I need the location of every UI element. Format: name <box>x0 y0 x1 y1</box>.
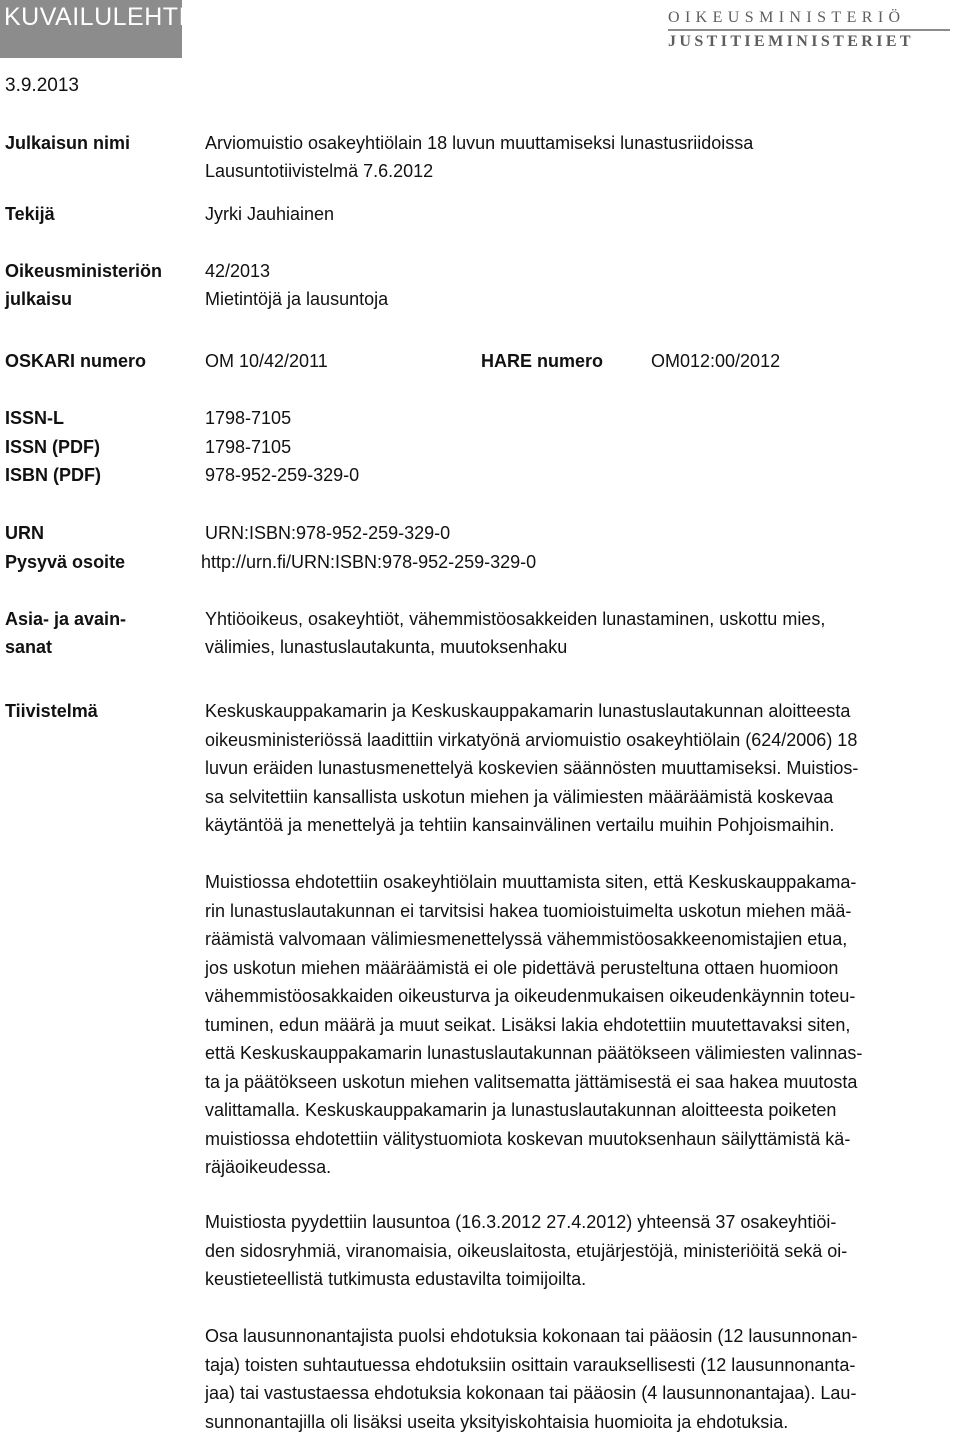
hare-number-label: HARE numero <box>481 351 604 371</box>
keywords-value-line1: Yhtiöoikeus, osakeyhtiöt, vähemmistöosakkeiden lunastaminen, uskottu mies, <box>205 609 826 629</box>
header-banner <box>0 0 186 58</box>
abstract-paragraph-1: Keskuskauppakamarin ja Keskuskauppakamarin lunastuslautakunnan aloitteesta oikeusministeriössä laadittiin virkatyönä arviomuistio osakeyhtiölain (624/2006) 18 luvun eräiden lunastusmenettelyä koskevien säännösten muuttamiseksi. Muistios- sa selvitettiin kansallista uskotun miehen ja välimiesten määräämistä koskevaa käytäntöä ja menettelyä ja tehtiin kansainvälinen vertailu muihin Pohjoismaihin. <box>205 701 859 835</box>
document-type-title: KUVAILULEHTI <box>4 3 186 31</box>
oskari-number-value: OM 10/42/2011 <box>205 351 328 371</box>
ministry-logo <box>668 8 950 52</box>
isbn-pdf-label: ISBN (PDF) <box>5 465 101 485</box>
document-date: 3.9.2013 <box>5 75 79 96</box>
series-label-line1: Oikeusministeriön <box>5 261 163 281</box>
permanent-address-label: Pysyvä osoite <box>5 552 126 572</box>
isbn-pdf-value: 978-952-259-329-0 <box>205 465 360 485</box>
urn-value: URN:ISBN:978-952-259-329-0 <box>205 523 451 543</box>
issn-pdf-label: ISSN (PDF) <box>5 437 101 457</box>
hare-number-value: OM012:00/2012 <box>651 351 781 371</box>
author-label: Tekijä <box>5 204 55 224</box>
ministry-name-swedish: JUSTITIEMINISTERIET <box>668 33 914 50</box>
ministry-name-finnish: OIKEUSMINISTERIÖ <box>668 9 906 26</box>
ministry-divider <box>668 29 950 31</box>
keywords-label-line1: Asia- ja avain- <box>5 609 127 629</box>
author-value: Jyrki Jauhiainen <box>205 204 335 224</box>
publication-name-line1: Arviomuistio osakeyhtiölain 18 luvun muuttamiseksi lunastusriidoissa <box>205 133 754 153</box>
permanent-address-link[interactable]: http://urn.fi/URN:ISBN:978-952-259-329-0 <box>201 552 537 572</box>
issn-l-value: 1798-7105 <box>205 408 292 428</box>
abstract-paragraph-4: Osa lausunnonantajista puolsi ehdotuksia kokonaan tai pääosin (12 lausunnonan- taja) toisten suhtautuessa ehdotuksiin osittain varauksellisesti (12 lausunnonanta- jaa) tai vastustaessa ehdotuksia kokonaan tai pääosin (4 lausunnonantajaa). Lau- sunnonantajilla oli lisäksi useita yksityiskohtaisia huomioita ja ehdotuksia. <box>205 1326 858 1432</box>
series-number: 42/2013 <box>205 261 271 281</box>
oskari-number-label: OSKARI numero <box>5 351 147 371</box>
series-label-line2: julkaisu <box>5 289 73 309</box>
abstract-paragraph-2: Muistiossa ehdotettiin osakeyhtiölain muuttamista siten, että Keskuskauppakama- rin lunastuslautakunnan ei tarvitsisi hakea tuomioistuimelta uskotun miehen mää- räämistä valvomaan välimiesmenettelyssä vähemmistöosakkeenomistajien etua, jos uskotun miehen määräämistä ei ole pidettävä perusteltuna ottaen huomioon vähemmistöosakkaiden oikeusturva ja oikeudenmukaisen oikeudenkäynnin toteu- tuminen, edun määrä ja muut seikat. Lisäksi lakia ehdotettiin muutettavaksi siten, että Keskuskauppakamarin lunastuslautakunnan päätökseen välimiesten valinnas- ta ja päätökseen uskotun miehen valitsematta jättämisestä ei saa hakea muutosta valittamalla. Keskuskauppakamarin ja lunastuslautakunnan aloitteesta poiketen muistiossa ehdotettiin välitystuomiota koskevan muutoksenhaun säilyttämistä kä- räjäoikeudessa. <box>205 872 863 1177</box>
abstract-label: Tiivistelmä <box>5 701 98 721</box>
keywords-value-line2: välimies, lunastuslautakunta, muutoksenhaku <box>205 637 568 657</box>
issn-l-label: ISSN-L <box>5 408 65 428</box>
publication-name-label: Julkaisun nimi <box>5 133 131 153</box>
issn-pdf-value: 1798-7105 <box>205 437 292 457</box>
keywords-label-line2: sanat <box>5 637 53 657</box>
urn-label: URN <box>5 523 44 543</box>
series-name: Mietintöjä ja lausuntoja <box>205 289 389 309</box>
abstract-paragraph-3: Muistiosta pyydettiin lausuntoa (16.3.2012 27.4.2012) yhteensä 37 osakeyhtiöi- den sidosryhmiä, viranomaisia, oikeuslaitosta, etujärjestöjä, ministeriöitä sekä oi- keustieteellistä tutkimusta edustavilta toimijoilta. <box>205 1212 848 1289</box>
publication-name-line2: Lausuntotiivistelmä 7.6.2012 <box>205 161 434 181</box>
